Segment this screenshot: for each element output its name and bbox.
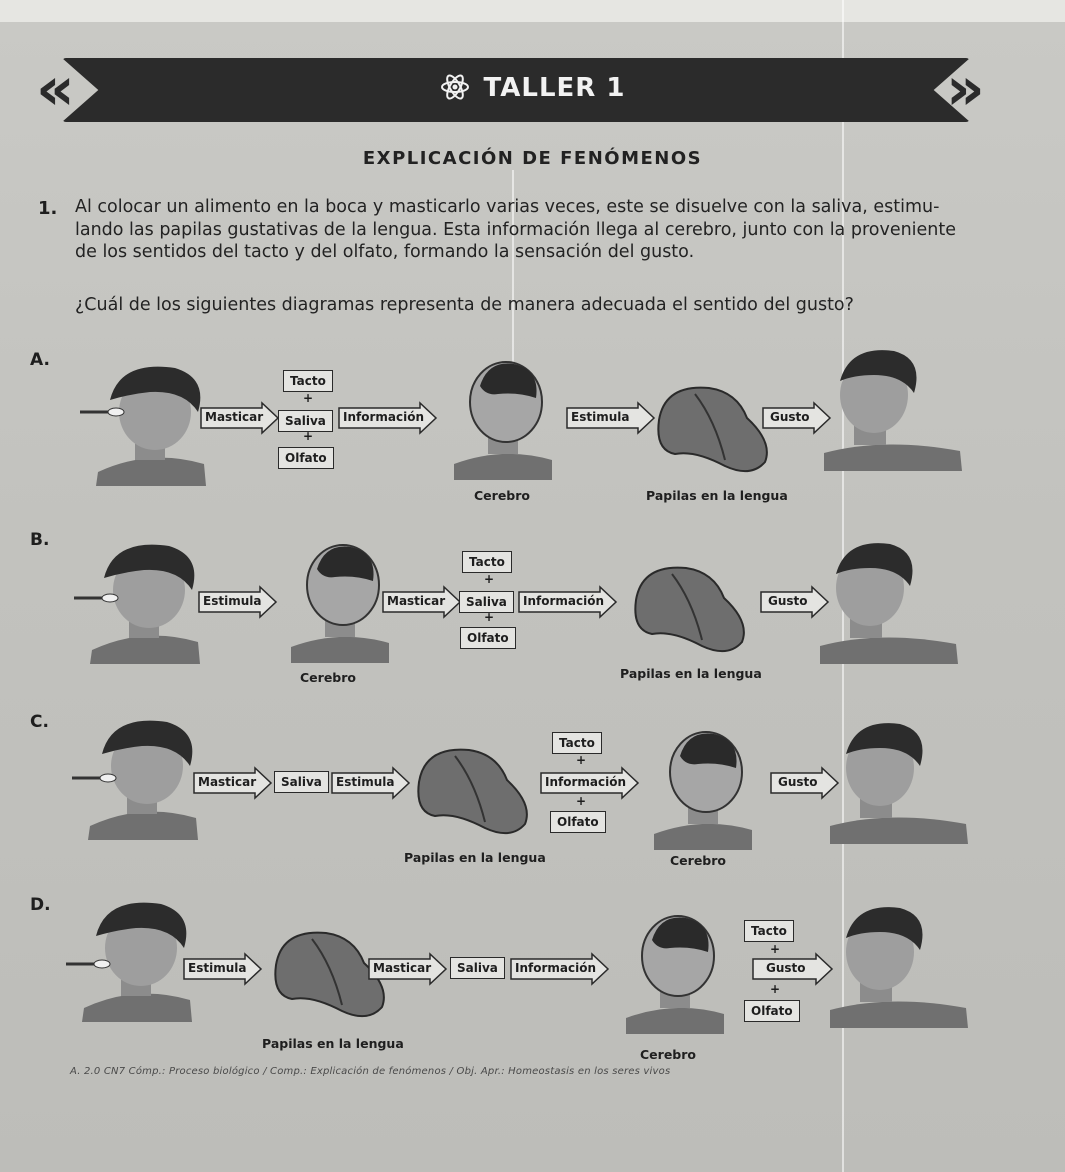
papilas-caption: Papilas en la lengua — [646, 488, 788, 503]
plus-sign: + — [303, 429, 314, 443]
plus-sign: + — [484, 610, 495, 624]
paragraph-line: lando las papilas gustativas de la lengua. Esta información llega al cerebro, junto con la proveniente — [75, 219, 957, 240]
gusto-label: Gusto — [766, 961, 806, 975]
option-d-letter[interactable]: D. — [30, 895, 51, 915]
brain-head-illustration — [620, 906, 730, 1036]
person-tasting-illustration — [824, 345, 964, 475]
saliva-box: Saliva — [278, 410, 333, 432]
person-eating-illustration — [72, 714, 212, 844]
papilas-caption: Papilas en la lengua — [620, 666, 762, 681]
plus-sign: + — [484, 572, 495, 586]
title-text: TALLER 1 — [483, 73, 626, 103]
papilas-caption: Papilas en la lengua — [404, 850, 546, 865]
informacion-label: Información — [515, 961, 597, 975]
gusto-label: Gusto — [778, 775, 818, 789]
estimula-label: Estimula — [188, 961, 247, 975]
saliva-box: Saliva — [450, 957, 505, 979]
olfato-box: Olfato — [744, 1000, 800, 1022]
page-top-strip — [0, 0, 1065, 24]
masticar-label: Masticar — [198, 775, 257, 789]
atom-icon — [440, 72, 470, 102]
tacto-box: Tacto — [462, 551, 512, 573]
estimula-label: Estimula — [203, 594, 262, 608]
plus-sign: + — [770, 942, 781, 956]
option-c-letter[interactable]: C. — [30, 712, 49, 732]
cerebro-caption: Cerebro — [300, 670, 356, 685]
question-prompt: ¿Cuál de los siguientes diagramas representa de manera adecuada el sentido del gusto? — [75, 295, 854, 315]
informacion-label: Información — [343, 410, 425, 424]
gusto-label: Gusto — [768, 594, 808, 608]
question-paragraph — [75, 196, 1000, 264]
plus-sign: + — [303, 391, 314, 405]
question-number: 1. — [38, 198, 58, 219]
page-title — [0, 72, 1065, 103]
cerebro-caption: Cerebro — [670, 853, 726, 868]
person-eating-illustration — [80, 360, 220, 490]
informacion-label: Información — [523, 594, 605, 608]
tongue-illustration — [632, 560, 752, 660]
masticar-label: Masticar — [205, 410, 264, 424]
cerebro-caption: Cerebro — [474, 488, 530, 503]
person-tasting-illustration — [830, 718, 970, 848]
tacto-box: Tacto — [552, 732, 602, 754]
brain-head-illustration — [285, 535, 395, 665]
option-a-letter[interactable]: A. — [30, 350, 50, 370]
informacion-label: Información — [545, 775, 627, 789]
cerebro-caption: Cerebro — [640, 1047, 696, 1062]
masticar-label: Masticar — [387, 594, 446, 608]
olfato-box: Olfato — [278, 447, 334, 469]
chevron-left-icon: « — [36, 54, 75, 124]
brain-head-illustration — [648, 722, 758, 852]
footer-reference: A. 2.0 CN7 Cómp.: Proceso biológico / Comp.: Explicación de fenómenos / Obj. Apr.: Homeostasis en los seres vivos — [70, 1066, 671, 1077]
saliva-box: Saliva — [274, 771, 329, 793]
paragraph-line: de los sentidos del tacto y del olfato, formando la sensación del gusto. — [75, 242, 695, 262]
plus-sign: + — [770, 982, 781, 996]
brain-head-illustration — [448, 352, 558, 482]
tongue-illustration — [415, 742, 535, 842]
tacto-box: Tacto — [744, 920, 794, 942]
plus-sign: + — [576, 794, 587, 808]
plus-sign: + — [576, 753, 587, 767]
saliva-box: Saliva — [459, 591, 514, 613]
estimula-label: Estimula — [336, 775, 395, 789]
estimula-label: Estimula — [571, 410, 630, 424]
chevron-right-icon: » — [946, 54, 985, 124]
person-eating-illustration — [74, 538, 214, 668]
tongue-illustration — [655, 380, 775, 480]
papilas-caption: Papilas en la lengua — [262, 1036, 404, 1051]
tacto-box: Tacto — [283, 370, 333, 392]
olfato-box: Olfato — [550, 811, 606, 833]
olfato-box: Olfato — [460, 627, 516, 649]
option-b-letter[interactable]: B. — [30, 530, 50, 550]
section-subtitle: EXPLICACIÓN DE FENÓMENOS — [362, 148, 703, 169]
person-tasting-illustration — [830, 902, 970, 1032]
person-tasting-illustration — [820, 538, 960, 668]
paragraph-line: Al colocar un alimento en la boca y masticarlo varias veces, este se disuelve con la saliva, estimu- — [75, 197, 940, 217]
masticar-label: Masticar — [373, 961, 432, 975]
gusto-label: Gusto — [770, 410, 810, 424]
